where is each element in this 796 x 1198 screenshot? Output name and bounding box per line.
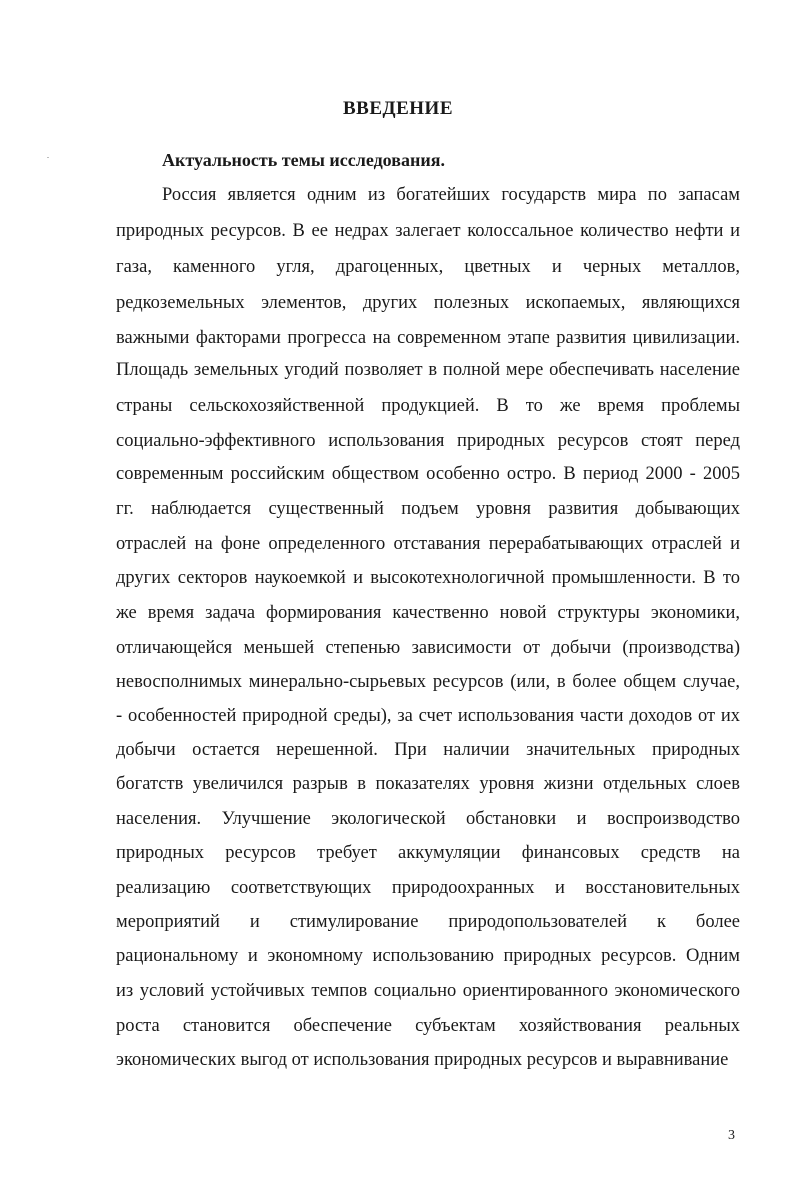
text-line: экономических выгод от использования природных ресурсов и выравнивание — [116, 1050, 729, 1070]
text-line: страны сельскохозяйственной продукцией. В то же время проблемы — [116, 396, 740, 416]
text-line: же время задача формирования качественно новой структуры экономики, — [116, 603, 740, 623]
text-line: Россия является одним из богатейших государств мира по запасам — [162, 185, 740, 205]
text-line: мероприятий и стимулирование природопользователей к более — [116, 912, 740, 932]
text-line: природных ресурсов требует аккумуляции финансовых средств на — [116, 843, 740, 863]
text-line: добычи остается нерешенной. При наличии значительных природных — [116, 740, 740, 760]
text-line: других секторов наукоемкой и высокотехнологичной промышленности. В то — [116, 568, 740, 588]
text-line: роста становится обеспечение субъектам хозяйствования реальных — [116, 1016, 740, 1036]
text-line: современным российским обществом особенно остро. В период 2000 - 2005 — [116, 464, 740, 484]
text-line: богатств увеличился разрыв в показателях уровня жизни отдельных слоев — [116, 774, 740, 794]
text-line: реализацию соответствующих природоохранных и восстановительных — [116, 878, 740, 898]
text-line: социально-эффективного использования природных ресурсов стоят перед — [116, 431, 740, 451]
text-line: отраслей на фоне определенного отставания перерабатывающих отраслей и — [116, 534, 740, 554]
page-title: ВВЕДЕНИЕ — [343, 98, 453, 119]
text-line: - особенностей природной среды), за счет использования части доходов от их — [116, 706, 740, 726]
text-line: природных ресурсов. В ее недрах залегает колоссальное количество нефти и — [116, 221, 740, 241]
text-line: гг. наблюдается существенный подъем уровня развития добывающих — [116, 499, 740, 519]
text-line: редкоземельных элементов, других полезных ископаемых, являющихся — [116, 293, 740, 313]
section-subheading: Актуальность темы исследования. — [162, 150, 445, 170]
text-line: газа, каменного угля, драгоценных, цветных и черных металлов, — [116, 257, 740, 277]
text-line: важными факторами прогресса на современном этапе развития цивилизации. — [116, 328, 740, 348]
text-line: населения. Улучшение экологической обстановки и воспроизводство — [116, 809, 740, 829]
text-line: Площадь земельных угодий позволяет в полной мере обеспечивать население — [116, 360, 740, 380]
text-line: рациональному и экономному использованию природных ресурсов. Одним — [116, 946, 740, 966]
text-line: из условий устойчивых темпов социально ориентированного экономического — [116, 981, 740, 1001]
scan-mark — [47, 157, 49, 158]
text-line: невосполнимых минерально-сырьевых ресурсов (или, в более общем случае, — [116, 672, 740, 692]
page-number: 3 — [728, 1128, 735, 1143]
text-line: отличающейся меньшей степенью зависимости от добычи (производства) — [116, 638, 740, 658]
